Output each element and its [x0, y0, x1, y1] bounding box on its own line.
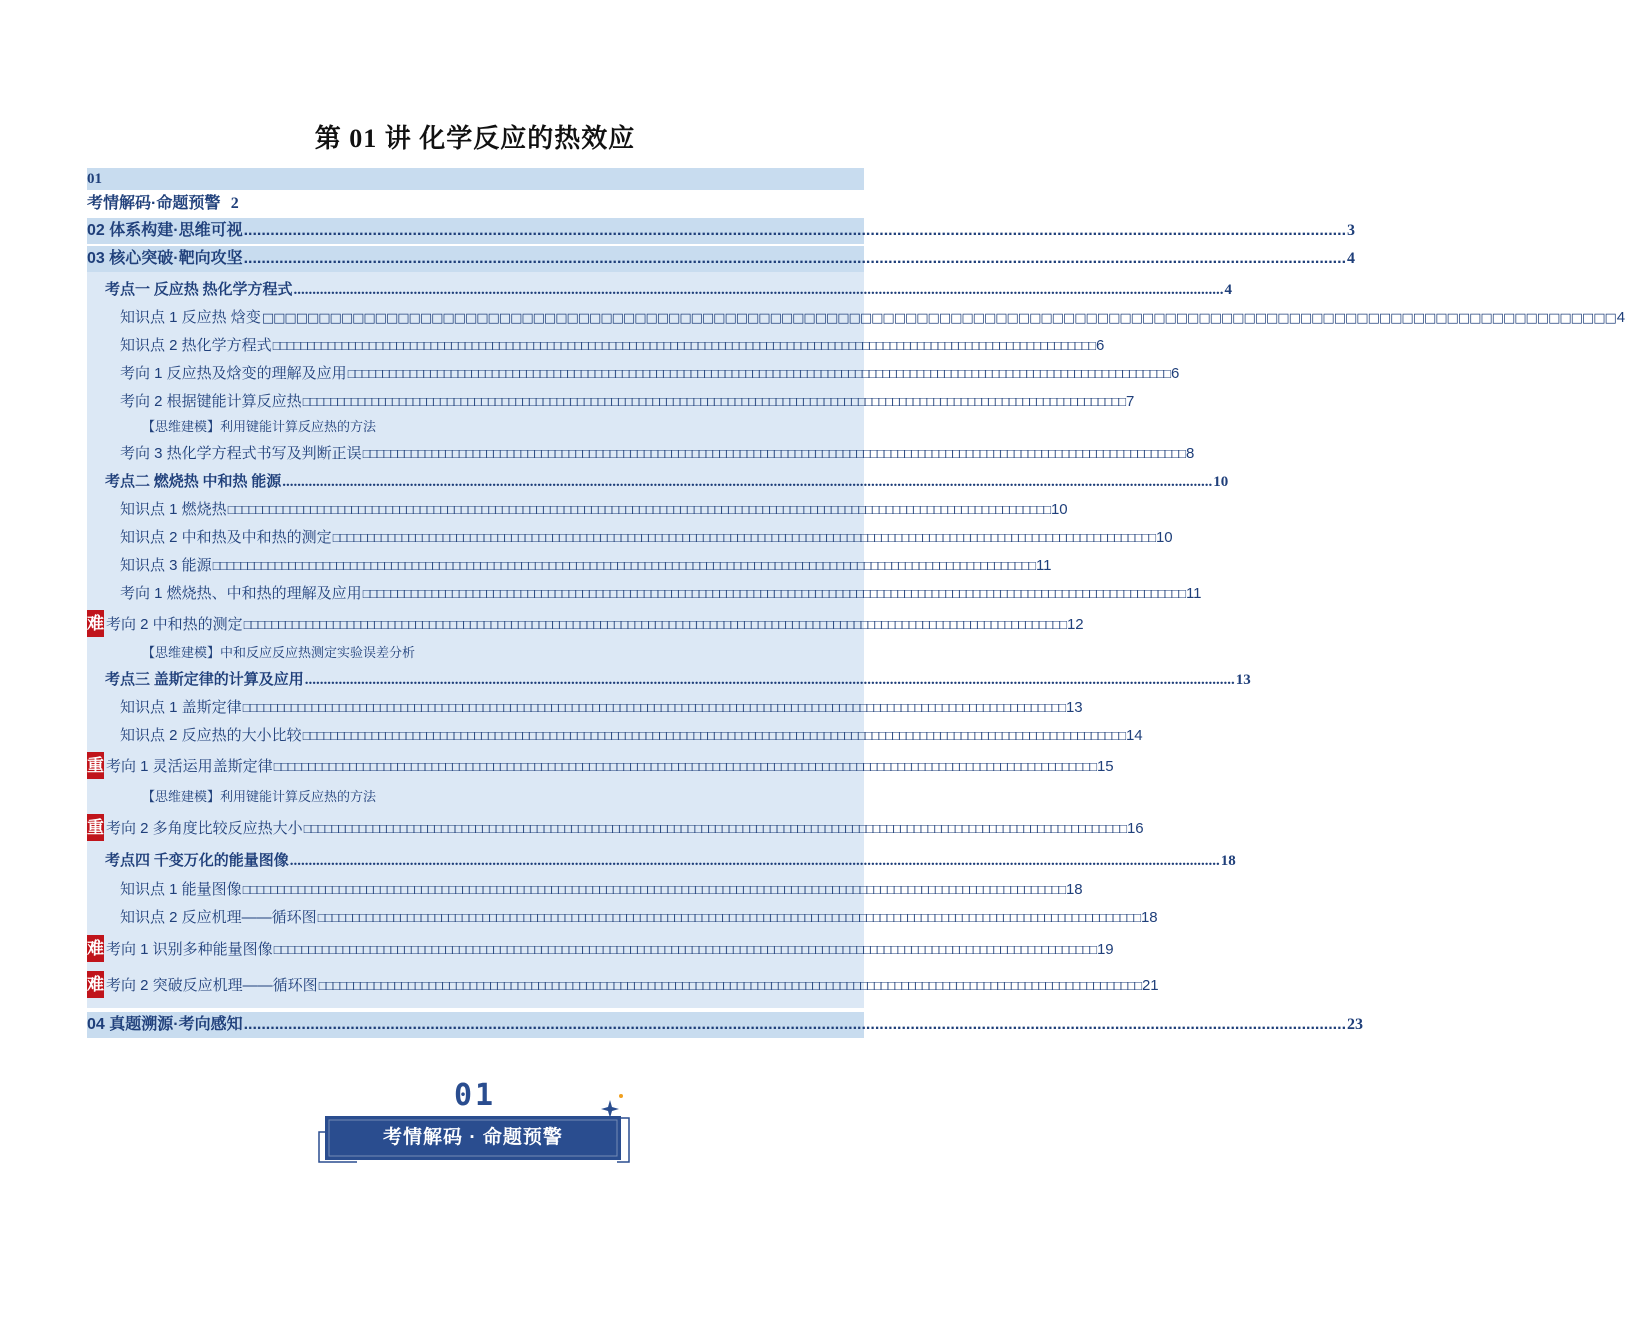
box-leader: □□□□□□□□□□□□□□□□□□□□□□□□□□□□□□□□□□□□□□□□□□□□□□□□□□□□□□□□□□□□□□□□□□□□□□□□□□□□□□□□□□□□□□□□□□□□□□□□□□□□□□□□□□□□□□□□□□□□□□□□: [212, 558, 1035, 573]
toc-topic-4[interactable]: [87, 846, 1236, 876]
box-leader: □□□□□□□□□□□□□□□□□□□□□□□□□□□□□□□□□□□□□□□□□□□□□□□□□□□□□□□□□□□□□□□□□□□□□□□□□□□□□□□□□□□□□□□□□□□□□□□□□□□□□□□□□□□□□□□□□□□□□□□□: [227, 502, 1050, 517]
page-number: 10: [1155, 529, 1173, 546]
toc-section-03[interactable]: [87, 246, 1356, 272]
dot-leader: [244, 246, 1346, 272]
box-leader: □□□□□□□□□□□□□□□□□□□□□□□□□□□□□□□□□□□□□□□□□□□□□□□□□□□□□□□□□□□□□□□□□□□□□□□□□□□□□□□□□□□□□□□□□□□□□□□□□□□□□□□□□□□□□□□□□□□□□□□□: [318, 978, 1141, 993]
toc-item[interactable]: [87, 496, 1068, 524]
page-title: 第 01 讲 化学反应的热效应: [314, 124, 636, 153]
toc-item-hard[interactable]: [87, 968, 1159, 1004]
topic-label: 考点四 千变万化的能量图像: [105, 853, 289, 869]
toc-item[interactable]: [87, 552, 1052, 580]
table-of-contents: [87, 168, 1625, 1038]
page-number: 7: [1125, 393, 1135, 410]
toc-topic-3[interactable]: [87, 666, 1251, 694]
page-number: 14: [1125, 727, 1143, 744]
box-leader: □□□□□□□□□□□□□□□□□□□□□□□□□□□□□□□□□□□□□□□□□□□□□□□□□□□□□□□□□□□□□□□□□□□□□□□□□□□□□□□□□□□□□□□□□□□□□□□□□□□□□□□□□□□□□□□□□□□□□□□□: [362, 586, 1185, 601]
item-label: 知识点 1 盖斯定律: [120, 699, 242, 716]
toc-item[interactable]: [87, 524, 1173, 552]
box-leader: □□□□□□□□□□□□□□□□□□□□□□□□□□□□□□□□□□□□□□□□□□□□□□□□□□□□□□□□□□□□□□□□□□□□□□□□□□□□□□□□□□□□□□□□□□□□□□□□□□□□□□□□□□□□□□□□□□□□□□□□: [347, 366, 1170, 381]
item-label: 考向 1 燃烧热、中和热的理解及应用: [120, 585, 362, 602]
box-leader: □□□□□□□□□□□□□□□□□□□□□□□□□□□□□□□□□□□□□□□□□□□□□□□□□□□□□□□□□□□□□□□□□□□□□□□□□□□□□□□□□□□□□□□□□□□□□□□□□□□□□□□□□□□□□□□□□□□□□□□□: [303, 821, 1126, 836]
banner-number: 01: [453, 1078, 497, 1113]
item-label: 知识点 3 能源: [120, 557, 212, 574]
page-number: 11: [1185, 585, 1202, 602]
page-number: 18: [1065, 881, 1083, 898]
page-number: 4: [1347, 250, 1356, 267]
box-leader: □□□□□□□□□□□□□□□□□□□□□□□□□□□□□□□□□□□□□□□□□□□□□□□□□□□□□□□□□□□□□□□□□□□□□□□□□□□□□□□□□□□□□□□□□□□□□□□□□□□□□□□□□□□□□□□□□□□□□□□□: [261, 311, 1616, 326]
page-number: 16: [1126, 820, 1144, 837]
toc-item[interactable]: [87, 360, 1180, 388]
section-label: 考情解码·命题预警: [87, 195, 221, 212]
item-label: 考向 2 多角度比较反应热大小: [106, 820, 303, 837]
item-label: 知识点 1 燃烧热: [120, 501, 227, 518]
page-number: 18: [1220, 853, 1236, 869]
toc-section-01[interactable]: [87, 190, 864, 218]
box-leader: □□□□□□□□□□□□□□□□□□□□□□□□□□□□□□□□□□□□□□□□□□□□□□□□□□□□□□□□□□□□□□□□□□□□□□□□□□□□□□□□□□□□□□□□□□□□□□□□□□□□□□□□□□□□□□□□□□□□□□□□: [273, 759, 1096, 774]
toc-item[interactable]: [87, 722, 1143, 750]
page-number: 8: [1185, 445, 1195, 462]
toc-thinking-model[interactable]: 【思维建模】中和反应反应热测定实验误差分析: [142, 646, 416, 661]
box-leader: □□□□□□□□□□□□□□□□□□□□□□□□□□□□□□□□□□□□□□□□□□□□□□□□□□□□□□□□□□□□□□□□□□□□□□□□□□□□□□□□□□□□□□□□□□□□□□□□□□□□□□□□□□□□□□□□□□□□□□□□: [242, 882, 1065, 897]
toc-section-04[interactable]: [87, 1012, 1364, 1038]
page-number: 21: [1141, 977, 1159, 994]
box-leader: □□□□□□□□□□□□□□□□□□□□□□□□□□□□□□□□□□□□□□□□□□□□□□□□□□□□□□□□□□□□□□□□□□□□□□□□□□□□□□□□□□□□□□□□□□□□□□□□□□□□□□□□□□□□□□□□□□□□□□□□: [302, 394, 1125, 409]
page-number: 10: [1050, 501, 1068, 518]
box-leader: □□□□□□□□□□□□□□□□□□□□□□□□□□□□□□□□□□□□□□□□□□□□□□□□□□□□□□□□□□□□□□□□□□□□□□□□□□□□□□□□□□□□□□□□□□□□□□□□□□□□□□□□□□□□□□□□□□□□□□□□: [242, 700, 1065, 715]
page-number: 4: [1224, 282, 1233, 298]
dot-leader: [244, 218, 1346, 244]
page-number: 18: [1140, 909, 1158, 926]
banner-label: 考情解码 · 命题预警: [383, 1127, 563, 1148]
box-leader: □□□□□□□□□□□□□□□□□□□□□□□□□□□□□□□□□□□□□□□□□□□□□□□□□□□□□□□□□□□□□□□□□□□□□□□□□□□□□□□□□□□□□□□□□□□□□□□□□□□□□□□□□□□□□□□□□□□□□□□□: [332, 530, 1155, 545]
toc-topic-2[interactable]: [87, 468, 1229, 496]
page-number: 2: [230, 195, 239, 212]
toc-item[interactable]: [87, 904, 1158, 932]
toc-section-01-number[interactable]: [87, 168, 864, 190]
page-number: 6: [1170, 365, 1180, 382]
importance-badge: 重: [87, 752, 104, 779]
section-label: 04 真题溯源·考向感知: [87, 1016, 243, 1033]
page-number: 15: [1096, 758, 1114, 775]
box-leader: □□□□□□□□□□□□□□□□□□□□□□□□□□□□□□□□□□□□□□□□□□□□□□□□□□□□□□□□□□□□□□□□□□□□□□□□□□□□□□□□□□□□□□□□□□□□□□□□□□□□□□□□□□□□□□□□□□□□□□□□: [243, 617, 1066, 632]
item-label: 考向 2 根据键能计算反应热: [120, 393, 302, 410]
difficulty-badge: 难: [87, 935, 104, 962]
toc-item[interactable]: [87, 388, 1135, 416]
section-03-body: [87, 272, 1625, 1008]
toc-item-hard[interactable]: [87, 608, 1084, 642]
box-leader: □□□□□□□□□□□□□□□□□□□□□□□□□□□□□□□□□□□□□□□□□□□□□□□□□□□□□□□□□□□□□□□□□□□□□□□□□□□□□□□□□□□□□□□□□□□□□□□□□□□□□□□□□□□□□□□□□□□□□□□□: [272, 338, 1095, 353]
item-label: 考向 1 反应热及焓变的理解及应用: [120, 365, 347, 382]
item-label: 考向 3 热化学方程式书写及判断正误: [120, 445, 362, 462]
section-banner: [317, 1080, 633, 1166]
toc-thinking-model[interactable]: 【思维建模】利用键能计算反应热的方法: [142, 790, 377, 805]
importance-badge: 重: [87, 814, 104, 841]
item-label: 知识点 1 能量图像: [120, 881, 242, 898]
topic-label: 考点二 燃烧热 中和热 能源: [105, 474, 282, 490]
toc-item[interactable]: [87, 332, 1105, 360]
section-label: 02 体系构建·思维可视: [87, 222, 243, 239]
item-label: 知识点 2 反应热的大小比较: [120, 727, 302, 744]
page-number: 12: [1066, 616, 1084, 633]
toc-item[interactable]: [87, 876, 1083, 904]
toc-item-hard[interactable]: [87, 932, 1114, 968]
item-label: 考向 1 识别多种能量图像: [106, 941, 273, 958]
section-number: 01: [87, 171, 102, 187]
item-label: 知识点 2 反应机理——循环图: [120, 909, 317, 926]
toc-topic-1[interactable]: [87, 276, 1233, 304]
topic-label: 考点三 盖斯定律的计算及应用: [105, 672, 304, 688]
page-number: 6: [1095, 337, 1105, 354]
page-number: 11: [1035, 557, 1052, 574]
page-number: 13: [1235, 672, 1251, 688]
box-leader: □□□□□□□□□□□□□□□□□□□□□□□□□□□□□□□□□□□□□□□□□□□□□□□□□□□□□□□□□□□□□□□□□□□□□□□□□□□□□□□□□□□□□□□□□□□□□□□□□□□□□□□□□□□□□□□□□□□□□□□□: [302, 728, 1125, 743]
difficulty-badge: 难: [87, 971, 104, 998]
toc-item-key[interactable]: [87, 750, 1114, 784]
toc-section-02[interactable]: [87, 218, 1356, 244]
page-number: 3: [1347, 222, 1356, 239]
item-label: 知识点 2 中和热及中和热的测定: [120, 529, 332, 546]
item-label: 知识点 1 反应热 焓变: [120, 309, 261, 326]
dot-leader: [282, 468, 1212, 496]
item-label: 考向 1 灵活运用盖斯定律: [106, 758, 273, 775]
item-label: 考向 2 突破反应机理——循环图: [106, 977, 318, 994]
dot-leader: [294, 276, 1224, 304]
toc-item[interactable]: [87, 440, 1195, 468]
dot-leader: [305, 666, 1235, 694]
difficulty-badge: 难: [87, 610, 104, 637]
toc-item[interactable]: [87, 580, 1202, 608]
dot-leader: [244, 1012, 1346, 1038]
topic-label: 考点一 反应热 热化学方程式: [105, 282, 293, 298]
page-number: 10: [1213, 474, 1229, 490]
page-number: 4: [1616, 309, 1625, 326]
toc-thinking-model[interactable]: 【思维建模】利用键能计算反应热的方法: [142, 420, 377, 435]
item-label: 考向 2 中和热的测定: [106, 616, 243, 633]
section-label: 03 核心突破·靶向攻坚: [87, 250, 243, 267]
toc-item[interactable]: [87, 304, 1625, 332]
box-leader: □□□□□□□□□□□□□□□□□□□□□□□□□□□□□□□□□□□□□□□□□□□□□□□□□□□□□□□□□□□□□□□□□□□□□□□□□□□□□□□□□□□□□□□□□□□□□□□□□□□□□□□□□□□□□□□□□□□□□□□□: [362, 446, 1185, 461]
page-number: 19: [1096, 941, 1114, 958]
toc-item-key[interactable]: [87, 812, 1144, 846]
toc-item[interactable]: [87, 694, 1083, 722]
item-label: 知识点 2 热化学方程式: [120, 337, 272, 354]
box-leader: □□□□□□□□□□□□□□□□□□□□□□□□□□□□□□□□□□□□□□□□□□□□□□□□□□□□□□□□□□□□□□□□□□□□□□□□□□□□□□□□□□□□□□□□□□□□□□□□□□□□□□□□□□□□□□□□□□□□□□□□: [317, 910, 1140, 925]
box-leader: □□□□□□□□□□□□□□□□□□□□□□□□□□□□□□□□□□□□□□□□□□□□□□□□□□□□□□□□□□□□□□□□□□□□□□□□□□□□□□□□□□□□□□□□□□□□□□□□□□□□□□□□□□□□□□□□□□□□□□□□: [273, 942, 1096, 957]
page-number: 23: [1347, 1016, 1364, 1033]
page-number: 13: [1065, 699, 1083, 716]
dot-leader: [290, 846, 1220, 876]
